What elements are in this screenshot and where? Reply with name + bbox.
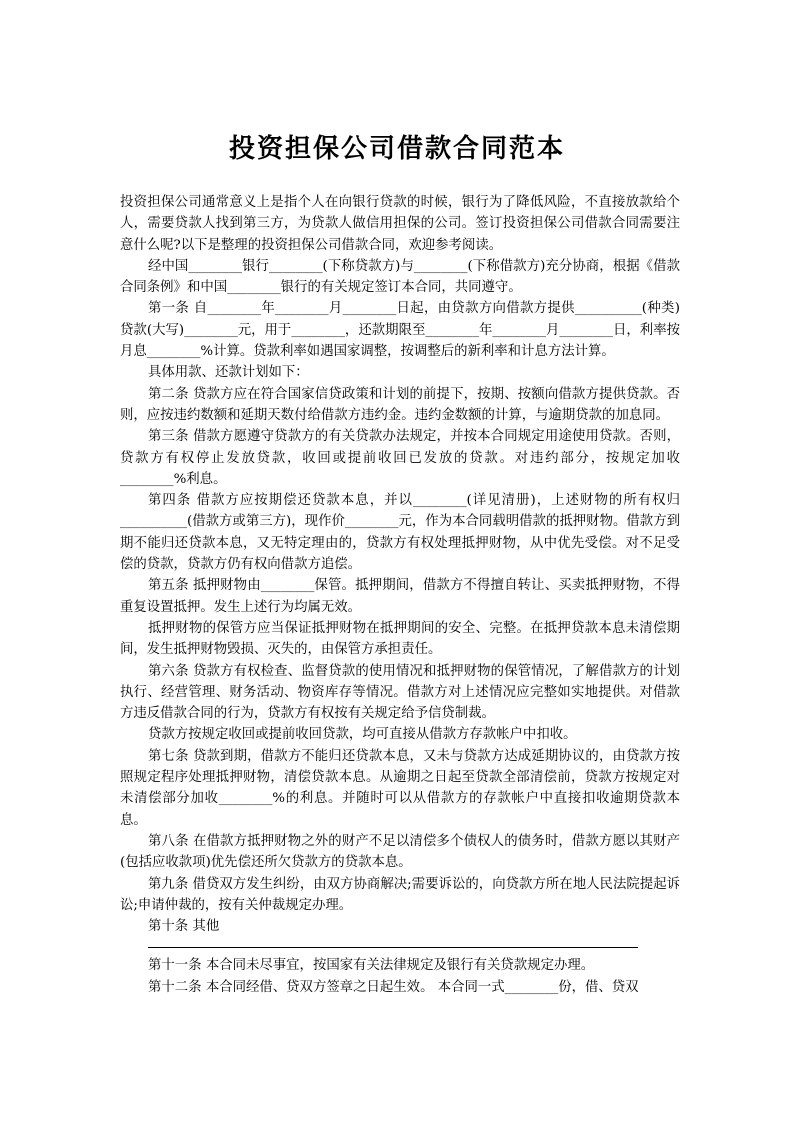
article-7: 第七条 贷款到期，借款方不能归还贷款本息，又未与贷款方达成延期协议的，由贷款方按照规定程序处理抵押财物，清偿贷款本息。从逾期之日起至贷款全部清偿前，贷款方按规定对未清偿部分加收________%的利息。并随时可以从借款方的存款帐户中直接扣收逾期贷款本息。 (120, 748, 680, 828)
article-10: 第十条 其他 (148, 919, 220, 935)
article-12: 第十二条 本合同经借、贷双方签章之日起生效。 本合同一式________份，借、贷双 (148, 979, 639, 995)
article-2: 第二条 贷款方应在符合国家信贷政策和计划的前提下，按期、按额向借款方提供贷款。否则，应按违约数额和延期天数付给借款方违约金。违约金数额的计算，与逾期贷款的加息同。 (120, 386, 680, 423)
article-9: 第九条 借贷双方发生纠纷，由双方协商解决;需要诉讼的，向贷款方所在地人民法院提起诉讼;申请仲裁的，按有关仲裁规定办理。 (120, 876, 680, 913)
article-3: 第三条 借款方愿遵守贷款方的有关贷款办法规定，并按本合同规定用途使用贷款。否则，贷款方有权停止发放贷款，收回或提前收回已发放的贷款。对违约部分，按规定加收________%利息。 (120, 429, 680, 487)
article-1: 第一条 自________年________月________日起，由贷款方向借款方提供__________(种类)贷款(大写)________元，用于________，还款期限至________年________月________日，利率按月息________%计算。贷款利率如遇国家调整，按调整后的新利率和计息方法计算。 (120, 301, 680, 360)
article-6: 第六条 贷款方有权检查、监督贷款的使用情况和抵押财物的保管情况，了解借款方的计划执行、经营管理、财务活动、物资库存等情况。借款方对上述情况应完整如实地提供。对借款方违反借款合同的行为，贷款方有权按有关规定给予信贷制裁。 (120, 663, 680, 722)
document-title: 投资担保公司借款合同范本 (228, 134, 565, 164)
intro-paragraph: 投资担保公司通常意义上是指个人在向银行贷款的时候，银行为了降低风险，不直接放款给个人，需要贷款人找到第三方，为贷款人做信用担保的公司。签订投资担保公司借款合同需要注意什么呢?以下是整理的投资担保公司借款合同，欢迎参考阅读。 (120, 195, 680, 253)
article-4: 第四条 借款方应按期偿还贷款本息，并以________(详见清册)，上述财物的所有权归__________(借款方或第三方)，现作价________元，作为本合同载明借款的抵押财物。借款方到期不能归还贷款本息，又无特定理由的，贷款方有权处理抵押财物，从中优先受偿。对不足受偿的贷款，贷款方仍有权向借款方追偿。 (120, 493, 680, 573)
article-5-custody: 抵押财物的保管方应当保证抵押财物在抵押期间的安全、完整。在抵押贷款本息未清偿期间，发生抵押财物毁损、灭失的，由保管方承担责任。 (120, 620, 680, 658)
article-5: 第五条 抵押财物由________保管。抵押期间，借款方不得擅自转让、买卖抵押财物，不得重复设置抵押。发生上述行为均属无效。 (120, 578, 680, 615)
article-8: 第八条 在借款方抵押财物之外的财产不足以清偿多个债权人的债务时，借款方愿以其财产(包括应收款项)优先偿还所欠贷款方的贷款本息。 (120, 833, 680, 871)
parties-paragraph: 经中国________银行________(下称贷款方)与________(下称借款方)充分协商，根据《借款合同条例》和中国________银行的有关规定签订本合同，共同遵守。 (120, 258, 680, 296)
article-6-collection: 贷款方按规定收回或提前收回贷款，均可直接从借款方存款帐户中扣收。 (148, 727, 577, 743)
blank-line (148, 947, 638, 948)
article-11: 第十一条 本合同未尽事宜，按国家有关法律规定及银行有关贷款规定办理。 (148, 958, 595, 974)
document-body (120, 192, 680, 998)
repayment-plan-label: 具体用款、还款计划如下： (148, 365, 309, 381)
